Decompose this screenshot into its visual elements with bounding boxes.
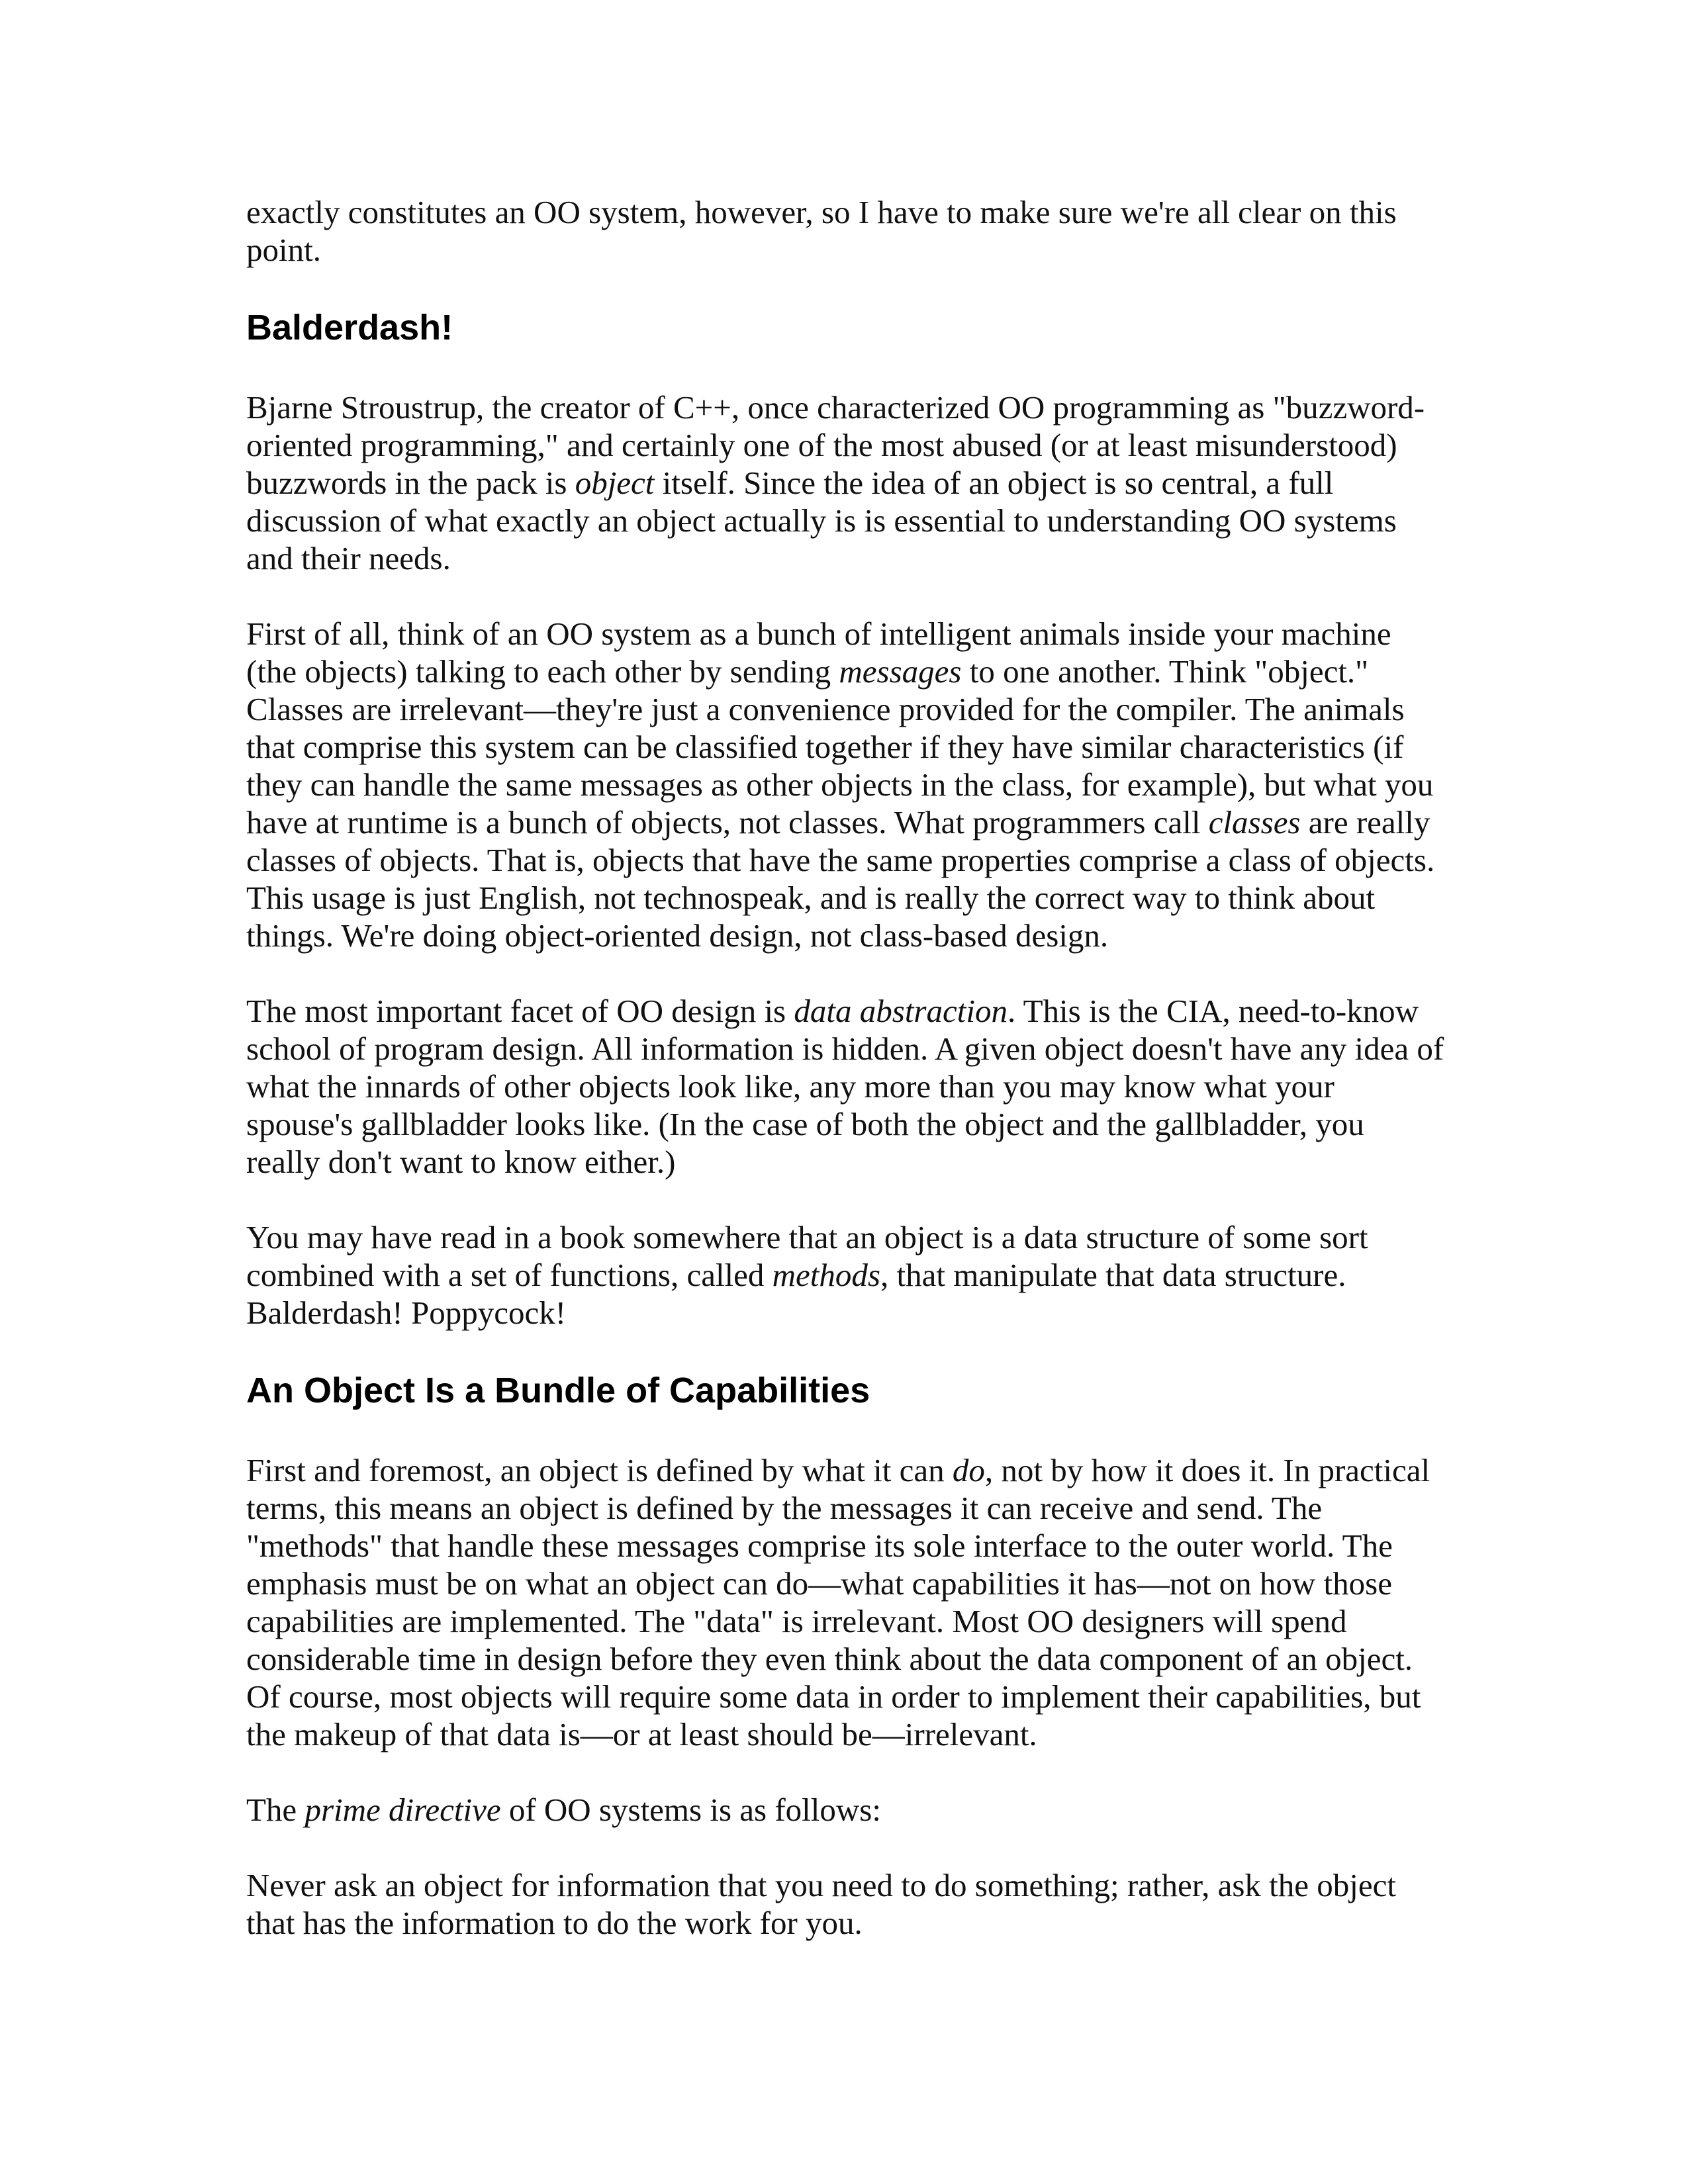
- bundle-paragraph-3: Never ask an object for information that you need to do something; rather, ask the object that has the information to do the work for you.: [246, 1867, 1397, 1941]
- balderdash-paragraph-4: You may have read in a book somewhere that an object is a data structure of some sort combined with a set of functions, called methods, that manipulate that data structure. Balderdash! Poppycock!: [246, 1219, 1368, 1331]
- emphasis-classes: classes: [1208, 804, 1301, 841]
- section-heading-balderdash: Balderdash!: [246, 308, 453, 347]
- emphasis-messages: messages: [839, 653, 962, 690]
- intro-paragraph: exactly constitutes an OO system, however, so I have to make sure we're all clear on this point.: [246, 194, 1397, 268]
- balderdash-paragraph-3: The most important facet of OO design is data abstraction. This is the CIA, need-to-know school of program design. All information is hidden. A given object doesn't have any idea of what the innards of other objects look like, any more than you may know what your spouse's gallbladder looks like. (In the case of both the object and the gallbladder, you really don't want to know either.): [246, 993, 1444, 1180]
- emphasis-prime-directive: prime directive: [305, 1792, 501, 1828]
- document-page: [246, 193, 1444, 1979]
- balderdash-paragraph-2: First of all, think of an OO system as a bunch of intelligent animals inside your machine (the objects) talking to each other by sending messages to one another. Think "object." Classes are irrelevant—they're just a convenience provided for the compiler. The animals that comprise this system can be classified together if they have similar characteristics (if they can handle the same messages as other objects in the class, for example), but what you have at runtime is a bunch of objects, not classes. What programmers call classes are really classes of objects. That is, objects that have the same properties comprise a class of objects. This usage is just English, not technospeak, and is really the correct way to think about things. We're doing object-oriented design, not class-based design.: [246, 615, 1435, 954]
- section-heading-bundle: An Object Is a Bundle of Capabilities: [246, 1371, 870, 1410]
- emphasis-do: do: [952, 1452, 985, 1488]
- emphasis-data-abstraction: data abstraction: [794, 993, 1008, 1029]
- emphasis-object: object: [575, 465, 655, 501]
- balderdash-paragraph-1: Bjarne Stroustrup, the creator of C++, once characterized OO programming as "buzzword-oriented programming," and certainly one of the most abused (or at least misunderstood) buzzwords in the pack is object itself. Since the idea of an object is so central, a full discussion of what exactly an object actually is is essential to understanding OO systems and their needs.: [246, 389, 1425, 576]
- bundle-paragraph-2: The prime directive of OO systems is as follows:: [246, 1792, 881, 1828]
- emphasis-methods: methods: [772, 1257, 880, 1293]
- bundle-paragraph-1: First and foremost, an object is defined by what it can do, not by how it does it. In practical terms, this means an object is defined by the messages it can receive and send. The "methods" that handle these messages comprise its sole interface to the outer world. The emphasis must be on what an object can do—what capabilities it has—not on how those capabilities are implemented. The "data" is irrelevant. Most OO designers will spend considerable time in design before they even think about the data component of an object. Of course, most objects will require some data in order to implement their capabilities, but the makeup of that data is—or at least should be—irrelevant.: [246, 1452, 1430, 1752]
